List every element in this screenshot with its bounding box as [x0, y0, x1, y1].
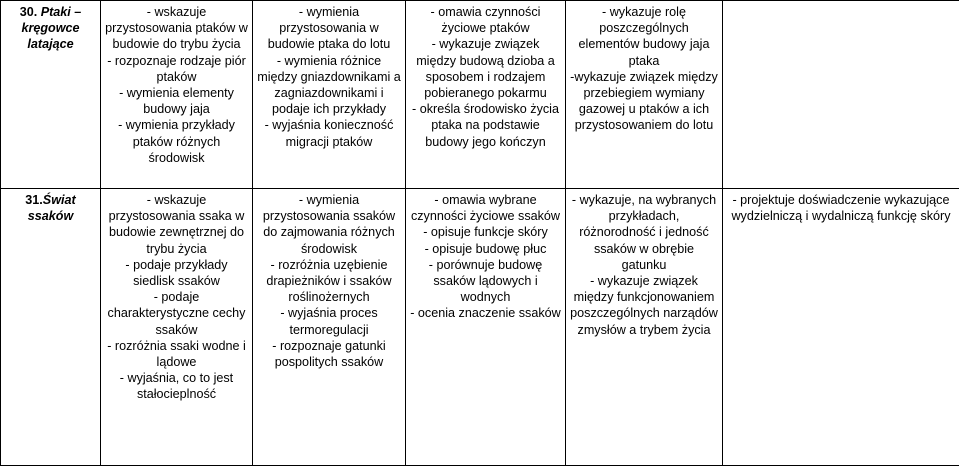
requirement-item: - określa środowisko życia ptaka na podstawie budowy jego kończyn [412, 102, 559, 149]
requirements-text [105, 192, 248, 403]
requirements-text [105, 4, 248, 166]
requirement-item: - wskazuje przystosowania ssaka w budowie zewnętrznej do trybu życia [108, 193, 245, 256]
requirements-cell [566, 1, 723, 189]
requirement-item: - wymienia przystosowania ssaków do zajmowania różnych środowisk [262, 193, 396, 256]
section-title-cell [1, 189, 101, 466]
requirements-text [570, 4, 718, 134]
requirement-item: - opisuje funkcje skóry [423, 225, 548, 240]
requirements-cell [566, 189, 723, 466]
requirements-text [410, 192, 561, 322]
requirement-item: - wykazuje rolę poszczególnych elementów budowy jaja ptaka [578, 5, 710, 68]
table-row [1, 189, 959, 466]
requirement-item: - rozróżnia ssaki wodne i lądowe [107, 338, 246, 370]
requirement-item: - wymienia przystosowania w budowie ptaka do lotu [267, 5, 391, 52]
requirement-item: - omawia wybrane czynności życiowe ssaków [410, 193, 561, 224]
requirement-item: - rozpoznaje gatunki pospolitych ssaków [272, 338, 386, 370]
section-title: Ptaki – kręgowce latające [21, 5, 82, 52]
requirement-item: - wymienia elementy budowy jaja [119, 86, 234, 117]
requirement-item: - wyjaśnia proces termoregulacji [280, 306, 378, 337]
requirement-item: - wymienia różnice między gniazdownikami a zagniazdownikami i podaje ich przykłady [257, 53, 401, 117]
requirement-item: - wyjaśnia, co to jest stałocieplność [119, 371, 234, 402]
requirements-cell [406, 1, 566, 189]
requirements-text [570, 192, 718, 338]
requirement-item: - rozróżnia uzębienie drapieżników i ssaków roślinożernych [266, 257, 392, 305]
requirement-item: - wykazuje związek między funkcjonowaniem poszczególnych narządów zmysłów a trybem życia [570, 274, 718, 337]
table-row [1, 1, 959, 189]
requirement-item: - omawia czynności życiowe ptaków [430, 5, 541, 36]
requirement-item: - rozpoznaje rodzaje piór ptaków [107, 53, 246, 84]
requirement-item: - wymienia przykłady ptaków różnych środowisk [118, 118, 235, 165]
requirements-cell [723, 1, 959, 189]
requirements-cell [723, 189, 959, 466]
requirement-item: - podaje charakterystyczne cechy ssaków [107, 290, 246, 337]
requirements-text [257, 192, 401, 370]
requirement-item: -wykazuje związek między przebiegiem wymiany gazowej u ptaków a ich przystosowaniem do lotu [570, 69, 718, 133]
requirement-item: - wykazuje związek między budową dzioba a sposobem i rodzajem pobieranego pokarmu [416, 37, 555, 101]
section-number: 31. [25, 193, 43, 207]
requirement-item: - porównuje budowę ssaków lądowych i wodnych [428, 257, 543, 305]
requirements-text [727, 192, 955, 224]
requirements-cell [253, 189, 406, 466]
requirements-text [257, 4, 401, 150]
section-title-cell [1, 1, 101, 189]
requirements-cell [101, 189, 253, 466]
requirement-item: - ocenia znaczenie ssaków [410, 306, 561, 321]
requirements-text [410, 4, 561, 150]
requirements-cell [253, 1, 406, 189]
requirement-item: - podaje przykłady siedlisk ssaków [125, 257, 228, 289]
section-number: 30. [19, 5, 38, 19]
requirement-item: - opisuje budowę płuc [424, 241, 547, 256]
section-title: Świat ssaków [27, 193, 76, 224]
requirement-item: - wyjaśnia konieczność migracji ptaków [264, 118, 394, 149]
requirement-item: - projektuje doświadczenie wykazujące wydzielniczą i wydalniczą funkcję skóry [731, 193, 951, 224]
requirement-item: - wykazuje, na wybranych przykładach, różnorodność i jedność ssaków w obrębie gatunku [571, 193, 717, 272]
requirements-cell [101, 1, 253, 189]
requirements-cell [406, 189, 566, 466]
requirement-item: - wskazuje przystosowania ptaków w budowie do trybu życia [105, 5, 248, 52]
